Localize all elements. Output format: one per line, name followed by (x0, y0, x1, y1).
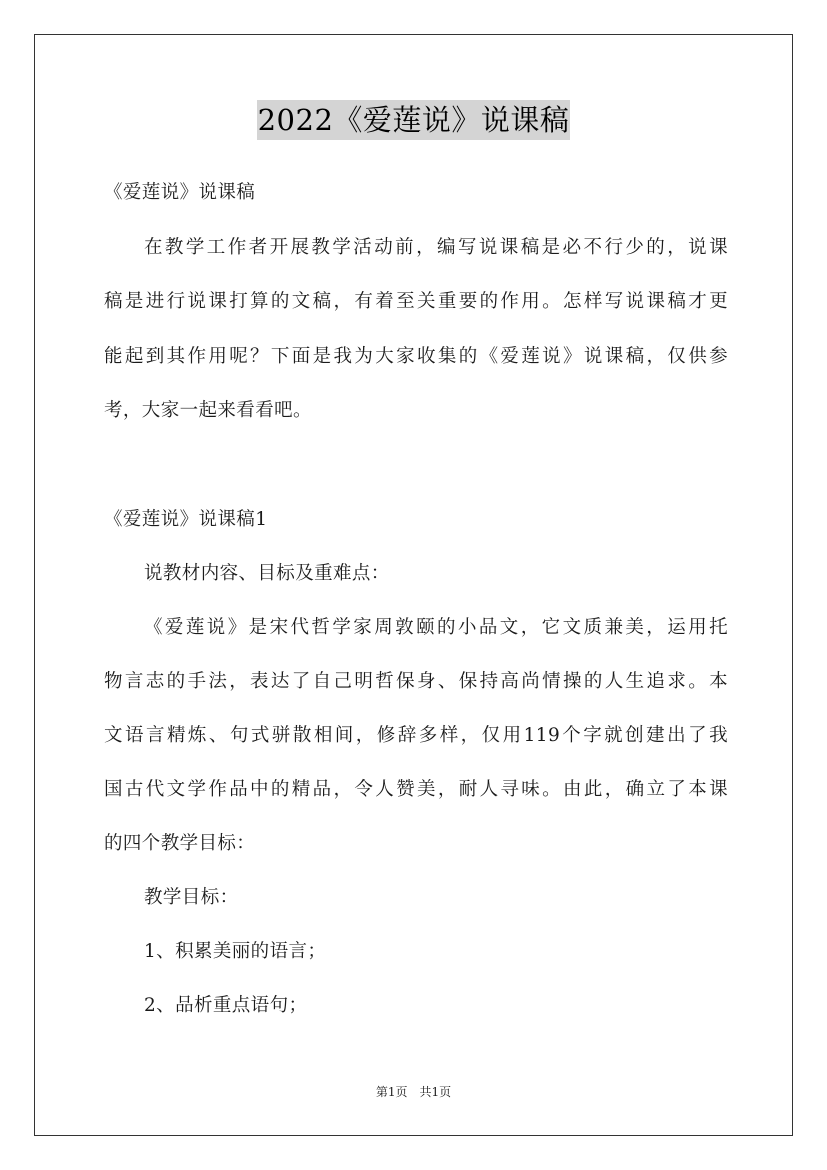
document-subtitle: 《爱莲说》说课稿 (104, 182, 256, 203)
goal-item-2: 2、品析重点语句； (144, 995, 308, 1016)
title-container (0, 100, 827, 140)
intro-line-4: 考，大家一起来看看吧。 (104, 400, 312, 421)
goal-item-1: 1、积累美丽的语言； (144, 941, 327, 962)
body-line-5: 的四个教学目标： (104, 833, 256, 854)
body-line-3: 文语言精炼、句式骈散相间，修辞多样，仅用119个字就创建出了我 (104, 725, 728, 746)
section-heading: 《爱莲说》说课稿1 (104, 509, 268, 530)
goals-heading: 教学目标： (144, 887, 239, 908)
body-line-4: 国古代文学作品中的精品，令人赞美，耐人寻味。由此，确立了本课 (104, 779, 728, 800)
intro-line-3: 能起到其作用呢？下面是我为大家收集的《爱莲说》说课稿，仅供参 (104, 346, 728, 367)
body-line-1: 《爱莲说》是宋代哲学家周敦颐的小品文，它文质兼美，运用托 (144, 617, 728, 638)
intro-line-2: 稿是进行说课打算的文稿，有着至关重要的作用。怎样写说课稿才更 (104, 291, 728, 312)
section-subheading: 说教材内容、目标及重难点： (144, 563, 390, 584)
document-title: 2022《爱莲说》说课稿 (257, 100, 571, 140)
page-footer: 第1页 共1页 (375, 1085, 452, 1099)
intro-line-1: 在教学工作者开展教学活动前，编写说课稿是必不行少的，说课 (144, 237, 728, 258)
body-line-2: 物言志的手法，表达了自己明哲保身、保持高尚情操的人生追求。本 (104, 671, 728, 692)
